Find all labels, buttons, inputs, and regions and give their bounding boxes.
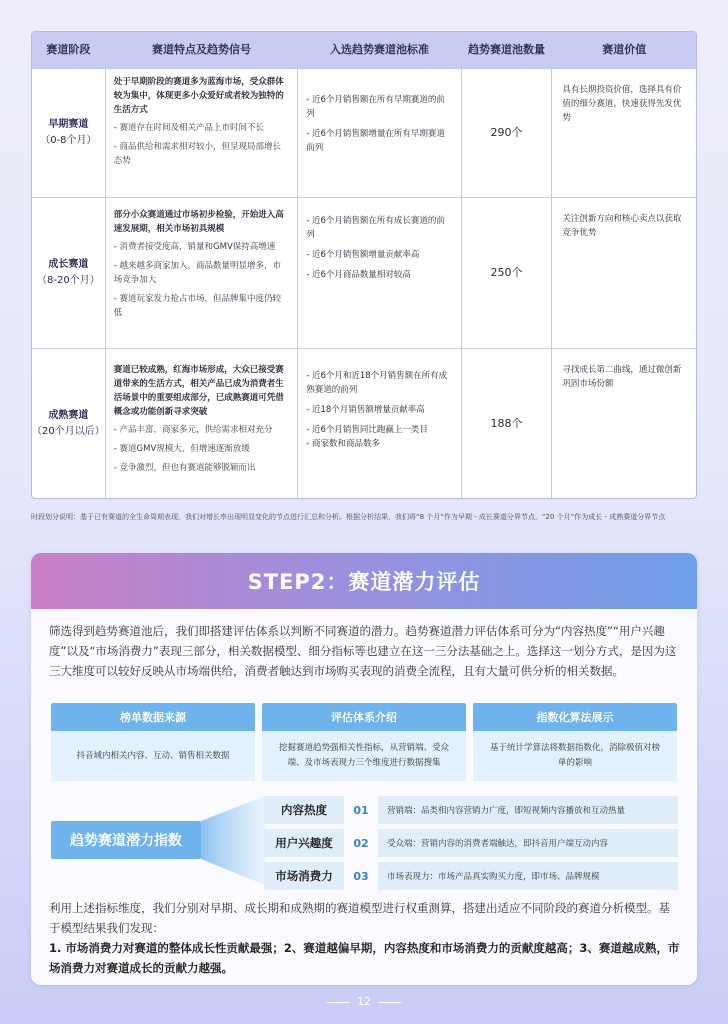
info-box-body: 挖掘赛道趋势强相关性指标，从营销端、受众端、及市场表现力三个维度进行数据搜集	[262, 731, 466, 781]
stage-name: 成长赛道	[48, 259, 89, 270]
criteria-item: - 商家数和商品数多	[306, 439, 380, 449]
info-boxes	[51, 703, 677, 781]
fan-connector-graphic	[201, 793, 265, 885]
value-cell: 关注创新方向和核心卖点以获取竞争优势	[551, 198, 696, 348]
stage-range: （20个月以后）	[32, 425, 105, 437]
info-box-body: 抖音域内相关内容、互动、销售相关数据	[51, 731, 255, 781]
feature-point: - 产品丰富，商家多元，供给需求相对充分	[113, 425, 273, 435]
features-lead: 部分小众赛道通过市场初步检验，开始进入高速发展期，相关市场初具规模	[113, 210, 284, 234]
table-row	[32, 197, 696, 348]
dimension-row	[264, 862, 678, 890]
conclusion	[49, 898, 681, 978]
criteria-item: - 近18个月销售额增量贡献率高	[306, 405, 425, 415]
page-number	[0, 995, 728, 1008]
info-box	[51, 703, 255, 781]
feature-point: - 竞争激烈，但也有赛道能够脱颖而出	[113, 463, 256, 473]
criteria-item: - 近6个月商品数量相对较高	[306, 270, 411, 280]
feature-point: - 消费者接受度高，销量和GMV保持高增速	[113, 242, 276, 252]
dimension-name: 内容热度	[264, 796, 344, 824]
features-cell	[105, 349, 297, 498]
page-number-dash-left	[327, 1002, 349, 1003]
count-cell: 290个	[461, 69, 552, 197]
stage-cell	[32, 198, 105, 348]
step2-title: STEP2：赛道潜力评估	[31, 553, 697, 609]
dimension-number: 01	[353, 803, 369, 817]
header-stage: 赛道阶段	[46, 43, 91, 56]
table-header	[32, 32, 696, 68]
info-box-title: 榜单数据来源	[51, 703, 255, 731]
info-box	[473, 703, 677, 781]
dimension-number: 03	[353, 869, 369, 883]
header-count: 趋势赛道池数量	[461, 32, 552, 68]
header-features: 赛道特点及趋势信号	[105, 32, 297, 68]
stage-range: （8-20个月）	[37, 275, 100, 286]
step2-intro: 筛选得到趋势赛道池后，我们即搭建评估体系以判断不同赛道的潜力。趋势赛道潜力评估体系可分为“内容热度”“用户兴趣度”以及“市场消费力”表现三部分，相关数据模型、细分指标等也建立在这一三分法基础之上。选择这一划分方式，是因为这三大维度可以较好反映从市场端供给，消费者触达到市场购买表现的消费全流程，且有大量可供分析的相关数据。	[49, 624, 677, 678]
value-cell: 寻找成长第二曲线，通过微创新巩固市场份额	[551, 349, 696, 498]
dimension-desc: 受众端：营销内容的消费者端触达，即抖音用户端互动内容	[378, 829, 678, 857]
page-number-dash-right	[379, 1002, 401, 1003]
potential-index-label: 趋势赛道潜力指数	[51, 821, 201, 859]
table-row	[32, 68, 696, 197]
stage-name: 成熟赛道	[48, 409, 89, 421]
features-lead: 赛道已较成熟，红海市场形成，大众已接受赛道带来的生活方式，相关产品已成为消费者生活场景中的重要组成部分，已成熟赛道可凭借概念或功能创新寻求突破	[113, 365, 284, 417]
stage-range: （0-8个月）	[40, 135, 97, 146]
criteria-item: - 近6个月销售同比跑赢上一类目	[306, 425, 428, 435]
count-cell: 188个	[461, 349, 552, 498]
stage-name: 早期赛道	[48, 119, 89, 130]
criteria-cell	[297, 69, 461, 197]
dimension-row	[264, 796, 678, 824]
stage-cell	[32, 349, 105, 498]
criteria-item: - 近6个月和近18个月销售额在所有成熟赛道的前列	[306, 371, 448, 395]
conclusion-findings: 1. 市场消费力对赛道的整体成长性贡献最强；2、赛道越偏早期，内容热度和市场消费力的贡献度越高；3、赛道越成熟，市场消费力对赛道成长的贡献力越强。	[49, 941, 680, 975]
criteria-item: - 近6个月销售额增量在所有早期赛道前列	[306, 129, 445, 153]
info-box	[262, 703, 466, 781]
dimension-desc: 营销端：品类相内容营销力广度，即短视频内容播放和互动热量	[378, 796, 678, 824]
criteria-item: - 近6个月销售额在所有早期赛道的前列	[306, 95, 445, 119]
feature-point: - 赛道玩家发力抢占市场，但品牌集中度仍较低	[113, 294, 282, 318]
index-dimensions	[264, 796, 678, 895]
table-row	[32, 348, 696, 498]
period-note: 时段划分说明：基于已有赛道的全生命周期表现，我们对增长率出现明显变化的节点进行汇总和分析。根据分析结果，我们将“8 个月”作为早期 - 成长赛道分界节点，“20 个月”作为成长 - 成熟赛道分界节点	[31, 513, 666, 521]
dimension-row	[264, 829, 678, 857]
feature-point: - 赛道GMV规模大，但增速逐渐放缓	[113, 444, 250, 454]
feature-point: - 赛道存在时间及相关产品上市时间不长	[113, 123, 265, 133]
step2-card	[31, 553, 697, 985]
conclusion-intro: 利用上述指标维度，我们分别对早期、成长期和成熟期的赛道模型进行权重测算，搭建出适应不同阶段的赛道分析模型。基于模型结果我们发现：	[49, 901, 670, 935]
criteria-cell	[297, 198, 461, 348]
features-lead: 处于早期阶段的赛道多为蓝海市场，受众群体较为集中，体现更多小众爱好或者较为独特的生活方式	[113, 77, 284, 115]
dimension-number: 02	[353, 836, 369, 850]
feature-point: - 商品供给和需求相对较小，但呈现局部增长态势	[113, 142, 282, 166]
dimension-name: 用户兴趣度	[264, 829, 344, 857]
stage-table	[31, 31, 697, 499]
criteria-item: - 近6个月销售额在所有成长赛道的前列	[306, 216, 445, 240]
dimension-desc: 市场表现力：市场产品真实购买力度，即市场、品牌规模	[378, 862, 678, 890]
info-box-title: 评估体系介绍	[262, 703, 466, 731]
dimension-name: 市场消费力	[264, 862, 344, 890]
header-value: 赛道价值	[551, 32, 696, 68]
feature-point: - 越来越多商家加入，商品数量明显增多，市场竞争加大	[113, 261, 282, 285]
header-criteria: 入选趋势赛道池标准	[297, 32, 461, 68]
features-cell	[105, 198, 297, 348]
info-box-title: 指数化算法展示	[473, 703, 677, 731]
count-cell: 250个	[461, 198, 552, 348]
stage-cell	[32, 69, 105, 197]
criteria-cell	[297, 349, 461, 498]
value-cell: 具有长期投资价值，选择具有价值的细分赛道，快速获得先发优势	[551, 69, 696, 197]
criteria-item: - 近6个月销售额增量贡献率高	[306, 250, 420, 260]
info-box-body: 基于统计学算法将数据指数化，消除极值对榜单的影响	[473, 731, 677, 781]
page-number-value: 12	[357, 995, 371, 1008]
features-cell	[105, 69, 297, 197]
